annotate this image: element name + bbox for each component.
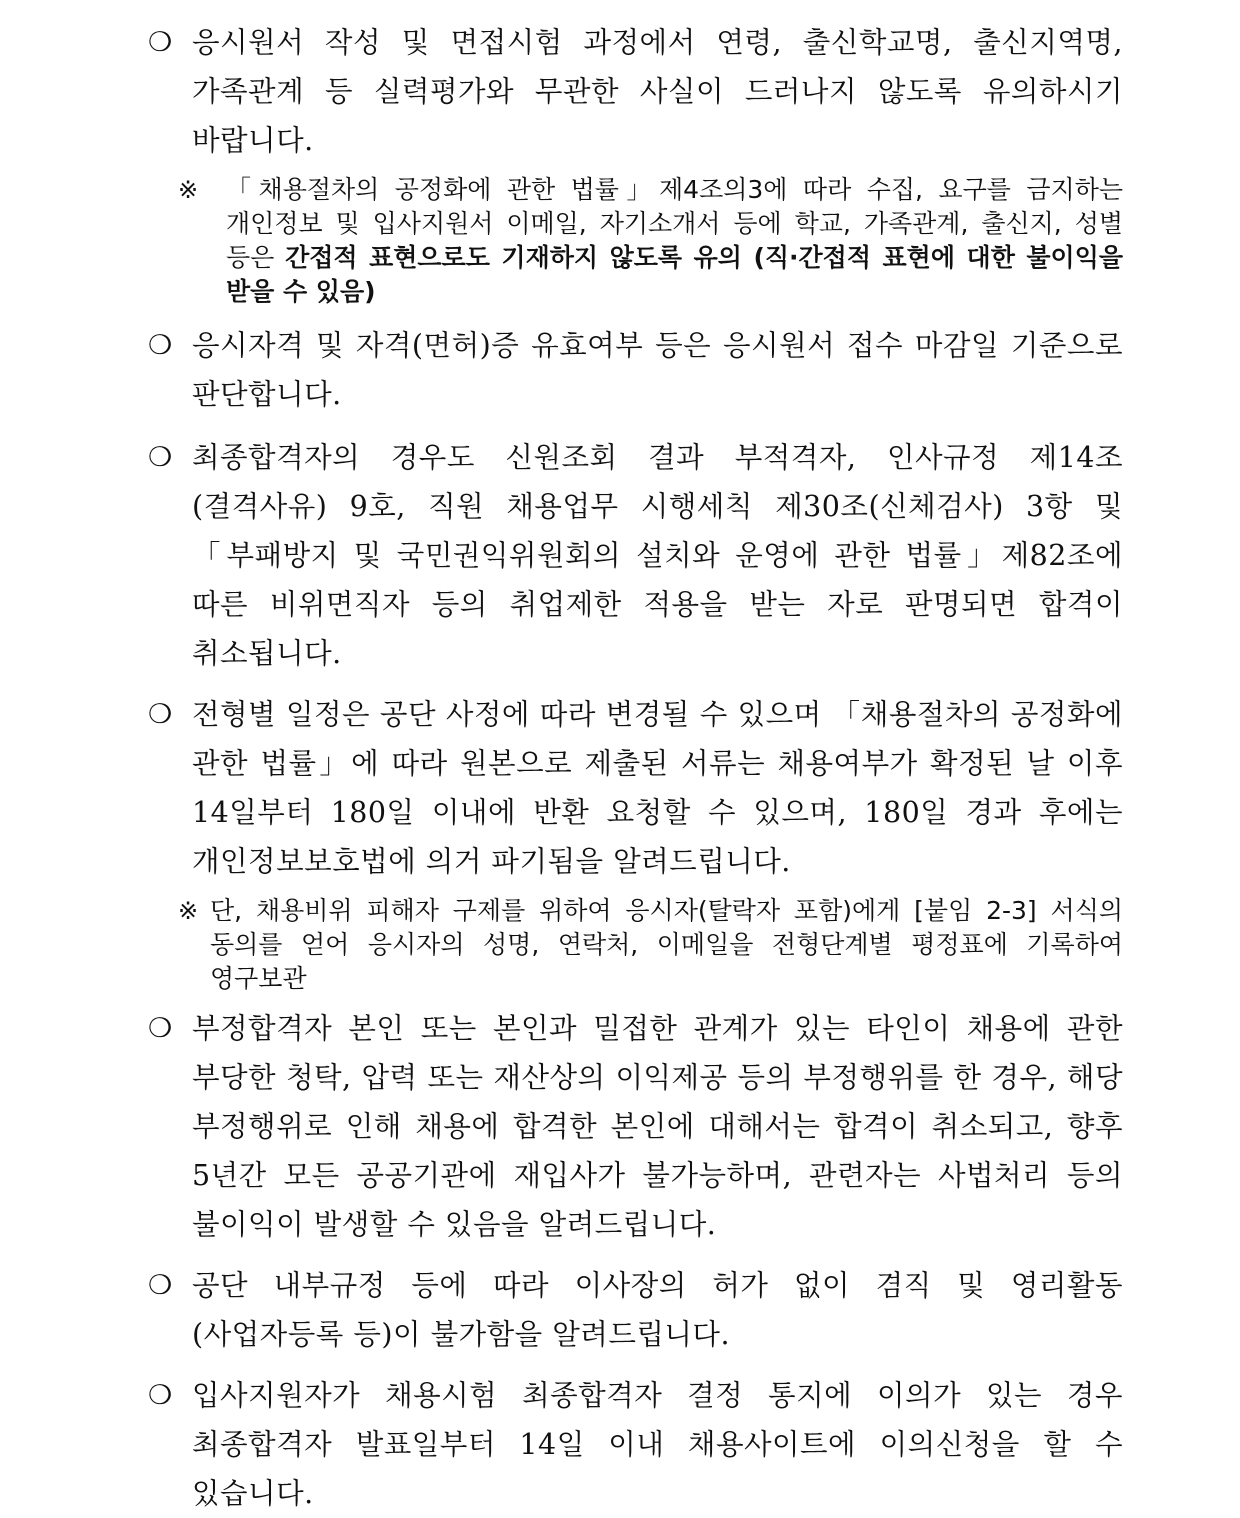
notice-text: 입사지원자가 채용시험 최종합격자 결정 통지에 이의가 있는 경우 최종합격자 발표일부터 14일 이내 채용사이트에 이의신청을 할 수 있습니다. xyxy=(192,1379,1123,1510)
notice-item-5 xyxy=(148,1004,1123,1249)
notice-text: 응시자격 및 자격(면허)증 유효여부 등은 응시원서 접수 마감일 기준으로 판단합니다. xyxy=(192,329,1123,411)
reference-mark-icon: ※ xyxy=(178,897,199,925)
note-bold-warning: 간접적 표현으로도 기재하지 않도록 유의 (직·간접적 표현에 대한 불이익을 받을 수 있음) xyxy=(226,243,1123,306)
circle-bullet-icon: ❍ xyxy=(148,27,173,58)
notice-item-3 xyxy=(148,433,1123,678)
circle-bullet-icon: ❍ xyxy=(148,1380,173,1411)
notice-text: 부정합격자 본인 또는 본인과 밀접한 관계가 있는 타인이 채용에 관한 부당한 청탁, 압력 또는 재산상의 이익제공 등의 부정행위를 한 경우, 해당 부정행위로 인해 채용에 합격한 본인에 대해서는 합격이 취소되고, 향후 5년간 모든 공공기관에 재입사가 불가능하며, 관련자는 사법처리 등의 불이익이 발생할 수 있음을 알려드립니다. xyxy=(192,1012,1123,1241)
notice-item-2 xyxy=(148,321,1123,419)
circle-bullet-icon: ❍ xyxy=(148,330,173,361)
note-records xyxy=(178,894,1123,996)
circle-bullet-icon: ❍ xyxy=(148,1013,173,1044)
notice-text: 응시원서 작성 및 면접시험 과정에서 연령, 출신학교명, 출신지역명, 가족관계 등 실력평가와 무관한 사실이 드러나지 않도록 유의하시기 바랍니다. xyxy=(192,26,1123,157)
notice-item-7 xyxy=(148,1371,1123,1518)
notice-text: 최종합격자의 경우도 신원조회 결과 부적격자, 인사규정 제14조(결격사유) 9호, 직원 채용업무 시행세칙 제30조(신체검사) 3항 및「부패방지 및 국민권익위원회의 설치와 운영에 관한 법률」제82조에 따른 비위면직자 등의 취업제한 적용을 받는 자로 판명되면 합격이 취소됩니다. xyxy=(192,441,1123,670)
notice-text: 공단 내부규정 등에 따라 이사장의 허가 없이 겸직 및 영리활동(사업자등록 등)이 불가함을 알려드립니다. xyxy=(192,1269,1123,1351)
notice-item-1 xyxy=(148,18,1123,165)
circle-bullet-icon: ❍ xyxy=(148,1270,173,1301)
note-text: 단, 채용비위 피해자 구제를 위하여 응시자(탈락자 포함)에게 [붙임 2-3] 서식의 동의를 얻어 응시자의 성명, 연락처, 이메일을 전형단계별 평정표에 기록하여 영구보관 xyxy=(210,896,1123,993)
reference-mark-icon: ※ xyxy=(178,176,199,204)
notice-text: 전형별 일정은 공단 사정에 따라 변경될 수 있으며 「채용절차의 공정화에 관한 법률」에 따라 원본으로 제출된 서류는 채용여부가 확정된 날 이후 14일부터 180일 이내에 반환 요청할 수 있으며, 180일 경과 후에는 개인정보보호법에 의거 파기됨을 알려드립니다. xyxy=(192,698,1123,878)
document-body xyxy=(148,18,1123,1518)
note-privacy xyxy=(178,173,1123,309)
notice-item-4 xyxy=(148,690,1123,886)
circle-bullet-icon: ❍ xyxy=(148,699,173,730)
notice-item-6 xyxy=(148,1261,1123,1359)
circle-bullet-icon: ❍ xyxy=(148,442,173,473)
note-text: 「채용절차의 공정화에 관한 법률」제4조의3에 따라 수집, 요구를 금지하는 개인정보 및 입사지원서 이메일, 자기소개서 등에 학교, 가족관계, 출신지, 성별 등은 xyxy=(226,175,1123,272)
